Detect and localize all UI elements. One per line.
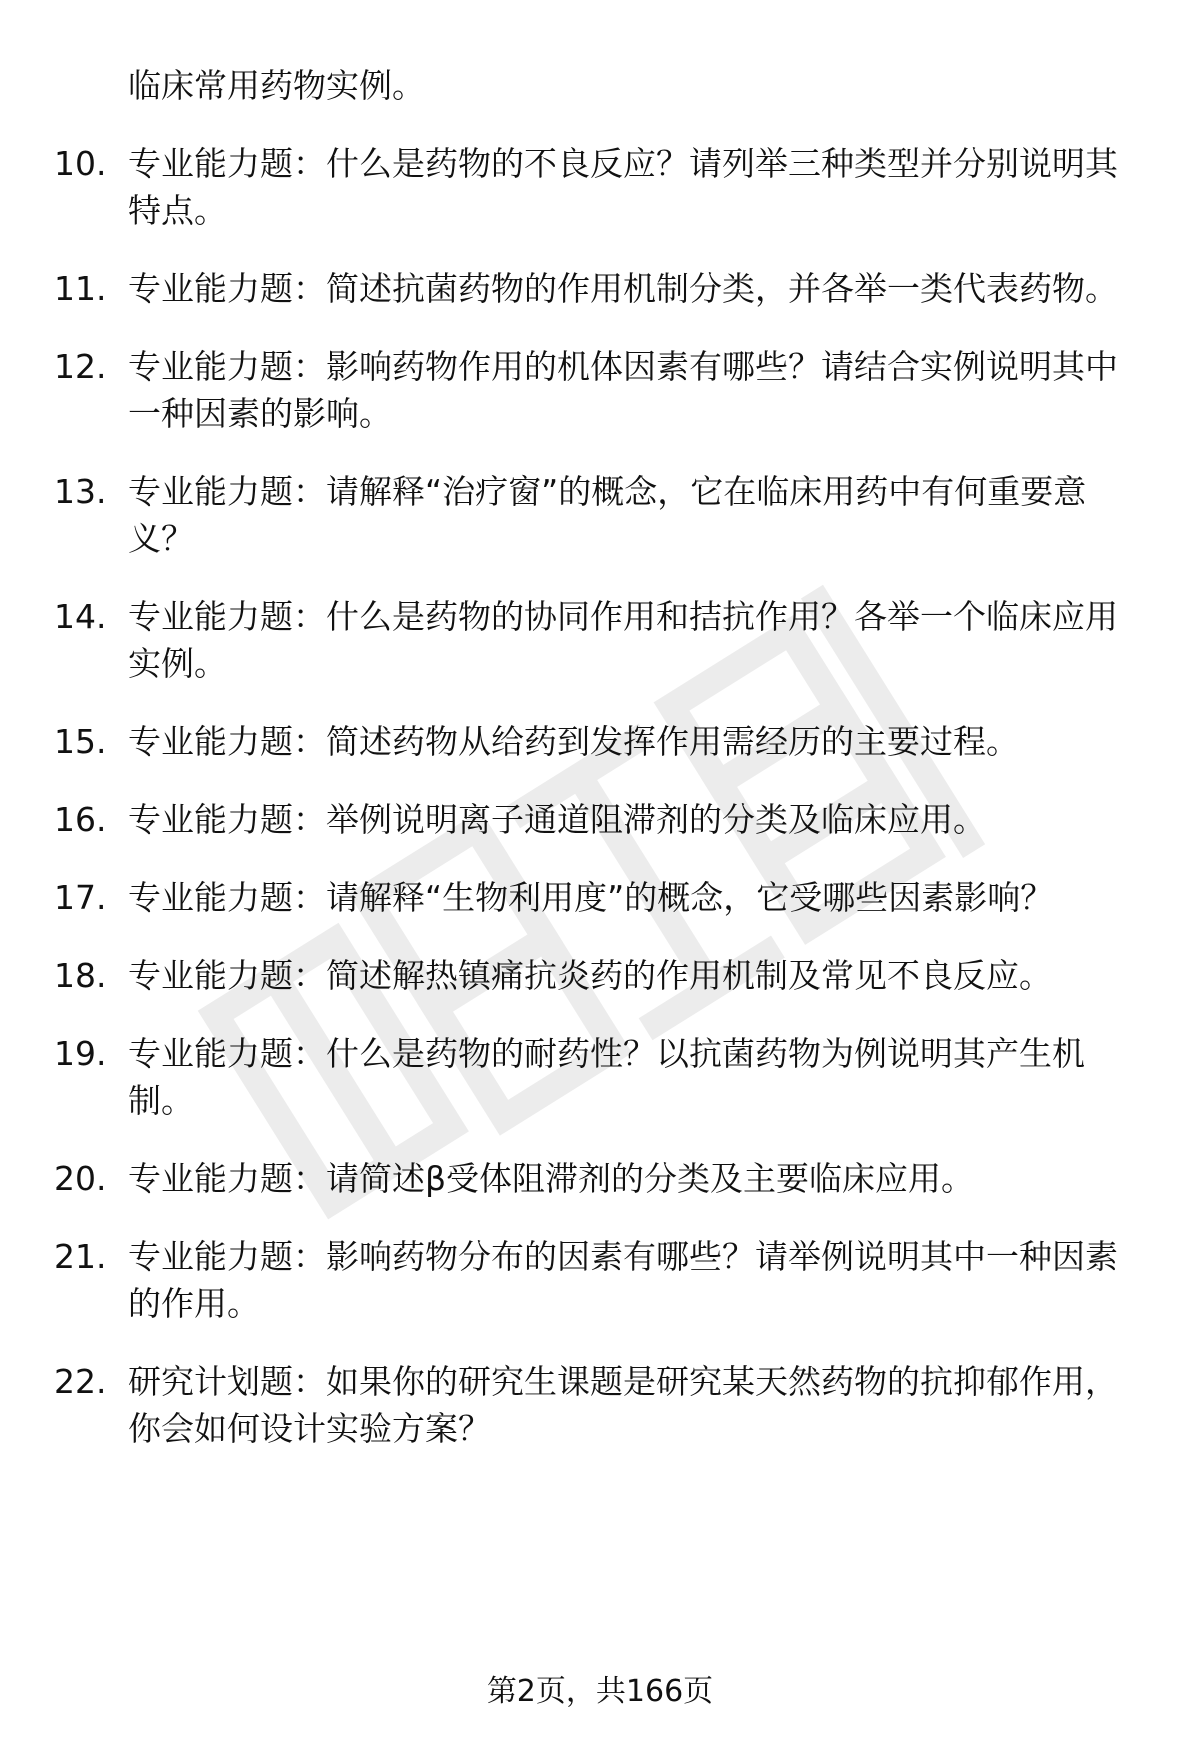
question-text: 专业能力题：什么是药物的不良反应？请列举三种类型并分别说明其特点。 xyxy=(128,144,1118,230)
question-item xyxy=(0,265,1200,312)
question-text: 专业能力题：什么是药物的协同作用和拮抗作用？各举一个临床应用实例。 xyxy=(128,597,1118,683)
question-item xyxy=(0,1030,1200,1124)
question-item xyxy=(0,1358,1200,1452)
question-text: 专业能力题：请简述β受体阻滞剂的分类及主要临床应用。 xyxy=(128,1159,975,1198)
question-item xyxy=(0,1155,1200,1202)
question-item xyxy=(0,593,1200,687)
question-text: 专业能力题：简述抗菌药物的作用机制分类，并各举一类代表药物。 xyxy=(128,269,1118,308)
question-item xyxy=(0,874,1200,921)
question-list xyxy=(0,140,1200,1452)
question-number: 16. xyxy=(54,800,107,839)
question-text: 专业能力题：请解释“治疗窗”的概念，它在临床用药中有何重要意义？ xyxy=(128,472,1087,558)
question-text: 专业能力题：简述药物从给药到发挥作用需经历的主要过程。 xyxy=(128,722,1019,761)
question-text: 专业能力题：简述解热镇痛抗炎药的作用机制及常见不良反应。 xyxy=(128,956,1052,995)
question-number: 18. xyxy=(54,956,107,995)
question-number: 14. xyxy=(54,597,107,636)
question-item xyxy=(0,140,1200,234)
question-number: 11. xyxy=(54,269,107,308)
question-item xyxy=(0,468,1200,562)
question-text: 专业能力题：什么是药物的耐药性？以抗菌药物为例说明其产生机制。 xyxy=(128,1034,1085,1120)
question-text: 研究计划题：如果你的研究生课题是研究某天然药物的抗抑郁作用，你会如何设计实验方案？ xyxy=(128,1362,1118,1448)
question-item xyxy=(0,1233,1200,1327)
question-number: 17. xyxy=(54,878,107,917)
question-number: 20. xyxy=(54,1159,107,1198)
question-number: 13. xyxy=(54,472,107,511)
question-item xyxy=(0,718,1200,765)
question-item xyxy=(0,343,1200,437)
question-number: 10. xyxy=(54,144,107,183)
page-footer: 第2页，共166页 xyxy=(486,1674,714,1709)
question-number: 15. xyxy=(54,722,107,761)
continuation-text: 临床常用药物实例。 xyxy=(128,66,425,105)
question-text: 专业能力题：影响药物分布的因素有哪些？请举例说明其中一种因素的作用。 xyxy=(128,1237,1118,1323)
question-item xyxy=(0,796,1200,843)
question-item xyxy=(0,952,1200,999)
question-text: 专业能力题：请解释“生物利用度”的概念，它受哪些因素影响？ xyxy=(128,878,1054,917)
question-text: 专业能力题：影响药物作用的机体因素有哪些？请结合实例说明其中一种因素的影响。 xyxy=(128,347,1118,433)
question-text: 专业能力题：举例说明离子通道阻滞剂的分类及临床应用。 xyxy=(128,800,986,839)
question-number: 12. xyxy=(54,347,107,386)
question-number: 21. xyxy=(54,1237,107,1276)
question-number: 22. xyxy=(54,1362,107,1401)
question-number: 19. xyxy=(54,1034,107,1073)
